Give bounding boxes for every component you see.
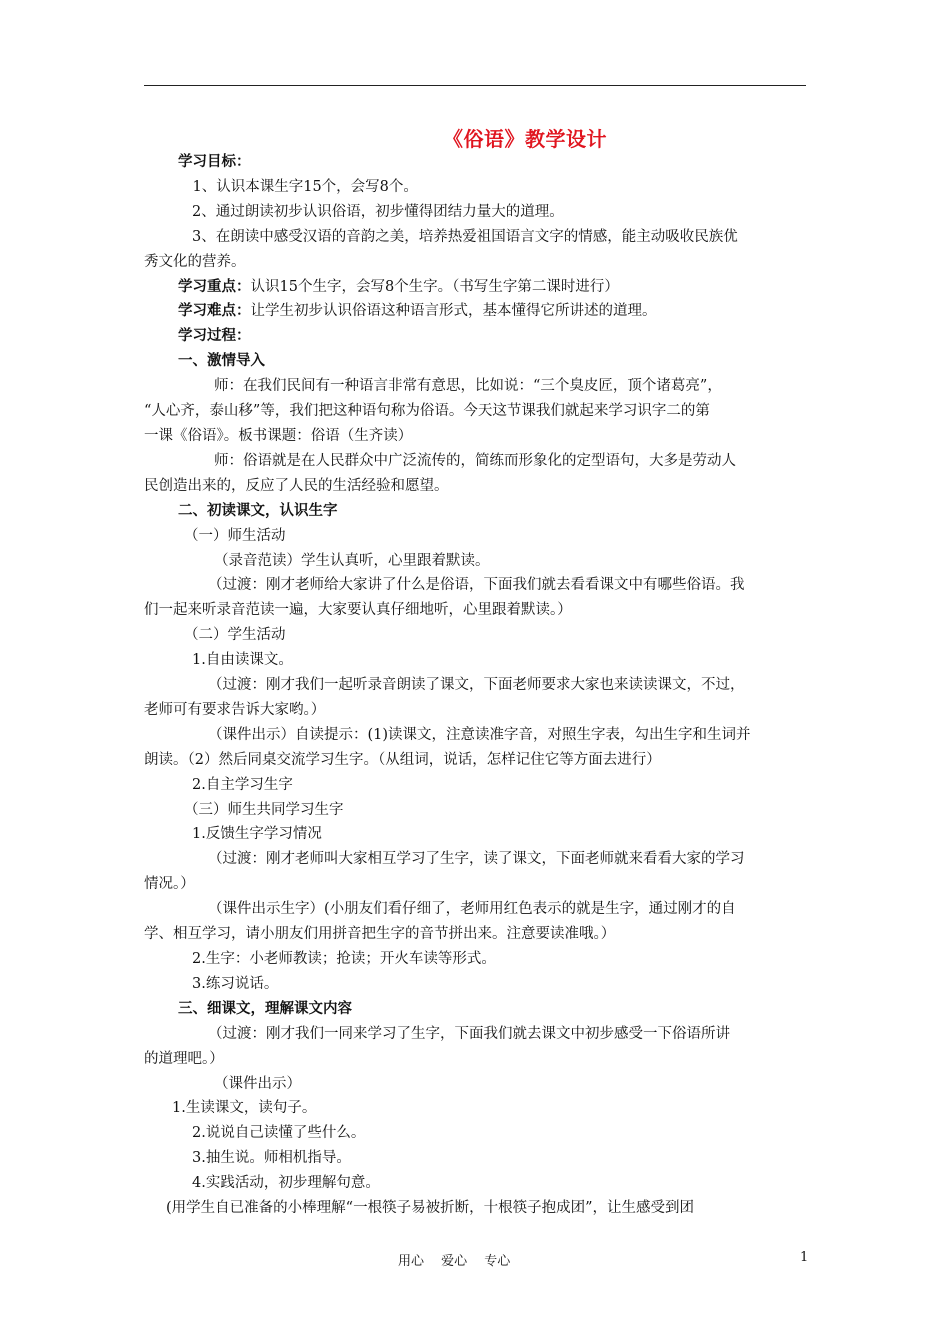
text-line: 2.自主学习生字: [192, 776, 293, 793]
text-line: 1.自由读课文。: [192, 652, 293, 669]
text-line: 一、激情导入: [178, 352, 265, 370]
text-line: （过渡：刚才老师叫大家相互学习了生字，读了课文，下面老师就来看看大家的学习: [208, 851, 745, 868]
text-line: 1.生读课文，读句子。: [172, 1100, 317, 1117]
text-line: 4.实践活动，初步理解句意。: [192, 1175, 380, 1192]
text-line: 1.反馈生字学习情况: [192, 826, 322, 843]
text-line: （过渡：刚才我们一起听录音朗读了课文，下面老师要求大家也来读读课文，不过，: [208, 677, 745, 694]
text-line: （三）师生共同学习生字: [184, 801, 344, 818]
text-line: 秀文化的营养。: [144, 253, 246, 270]
section-text: 认识15个生字，会写8个生字。（书写生字第二课时进行）: [250, 278, 619, 295]
text-line: 学习目标：: [178, 153, 251, 170]
text-line: （课件出示）自读提示：(1)读课文，注意读准字音，对照生字表，勾出生字和生词并: [208, 726, 751, 743]
text-line: 情况。）: [144, 876, 195, 893]
text-line: 3.练习说话。: [192, 975, 279, 992]
text-line: （二）学生活动: [184, 627, 286, 644]
text-line: 老师可有要求告诉大家哟。）: [144, 701, 326, 718]
text-line: “人心齐，泰山移”等，我们把这种语句称为俗语。今天这节课我们就起来学习识字二的第: [144, 403, 710, 420]
text-line: 2.说说自己读懂了些什么。: [192, 1125, 366, 1142]
text-line: 师：俗语就是在人民群众中广泛流传的，简练而形象化的定型语句，大多是劳动人: [214, 452, 736, 469]
section-text: 让学生初步认识俗语这种语言形式，基本懂得它所讲述的道理。: [250, 303, 657, 320]
section-label: 学习重点：: [178, 277, 251, 295]
document-body: [144, 150, 806, 1221]
text-line: 1、认识本课生字15个，会写8个。: [178, 178, 418, 195]
text-line: 学习过程：: [178, 327, 251, 345]
text-line: 2、通过朗读初步认识俗语，初步懂得团结力量大的道理。: [192, 203, 564, 220]
text-line: 朗读。（2）然后同桌交流学习生字。（从组词，说话，怎样记住它等方面去进行）: [144, 751, 661, 768]
text-line: [144, 275, 806, 300]
text-line: 的道理吧。）: [144, 1050, 224, 1067]
text-line: (用学生自已准备的小棒理解“一根筷子易被折断，十根筷子抱成团”，让生感受到团: [166, 1200, 694, 1217]
text-line: 三、细课文，理解课文内容: [178, 999, 352, 1017]
text-line: （一）师生活动: [184, 527, 286, 544]
header-rule: [144, 85, 806, 86]
text-line: 3.抽生说。师相机指导。: [192, 1150, 351, 1167]
text-line: （过渡：刚才我们一同来学习了生字，下面我们就去课文中初步感受一下俗语所讲: [208, 1025, 730, 1042]
text-line: 3、在朗读中感受汉语的音韵之美，培养热爱祖国语言文字的情感，能主动吸收民族优: [192, 228, 738, 245]
text-line: （过渡：刚才老师给大家讲了什么是俗语，下面我们就去看看课文中有哪些俗语。我: [208, 577, 745, 594]
text-line: [144, 299, 806, 324]
text-line: （课件出示生字）(小朋友们看仔细了，老师用红色表示的就是生字，通过刚才的自: [208, 901, 736, 918]
text-line: （录音范读）学生认真听，心里跟着默读。: [214, 552, 490, 569]
page-number: 1: [800, 1250, 809, 1265]
text-line: 师：在我们民间有一种语言非常有意思，比如说：“三个臭皮匠，顶个诸葛亮”，: [214, 378, 722, 395]
text-line: 二、初读课文，认识生字: [178, 501, 338, 519]
document-title: 《俗语》教学设计: [443, 127, 607, 151]
text-line: （课件出示）: [214, 1075, 301, 1092]
text-line: 们一起来听录音范读一遍，大家要认真仔细地听，心里跟着默读。）: [144, 602, 572, 619]
text-line: 民创造出来的，反应了人民的生活经验和愿望。: [144, 477, 449, 494]
text-line: 一课《俗语》。板书课题：俗语（生齐读）: [144, 427, 413, 444]
footer-motto: 用心 爱心 专心: [398, 1254, 511, 1269]
text-line: 2.生字：小老师教读；抢读；开火车读等形式。: [192, 951, 496, 967]
text-line: 学、相互学习，请小朋友们用拼音把生字的音节拼出来。注意要读准哦。）: [144, 926, 616, 943]
section-label: 学习难点：: [178, 302, 251, 320]
